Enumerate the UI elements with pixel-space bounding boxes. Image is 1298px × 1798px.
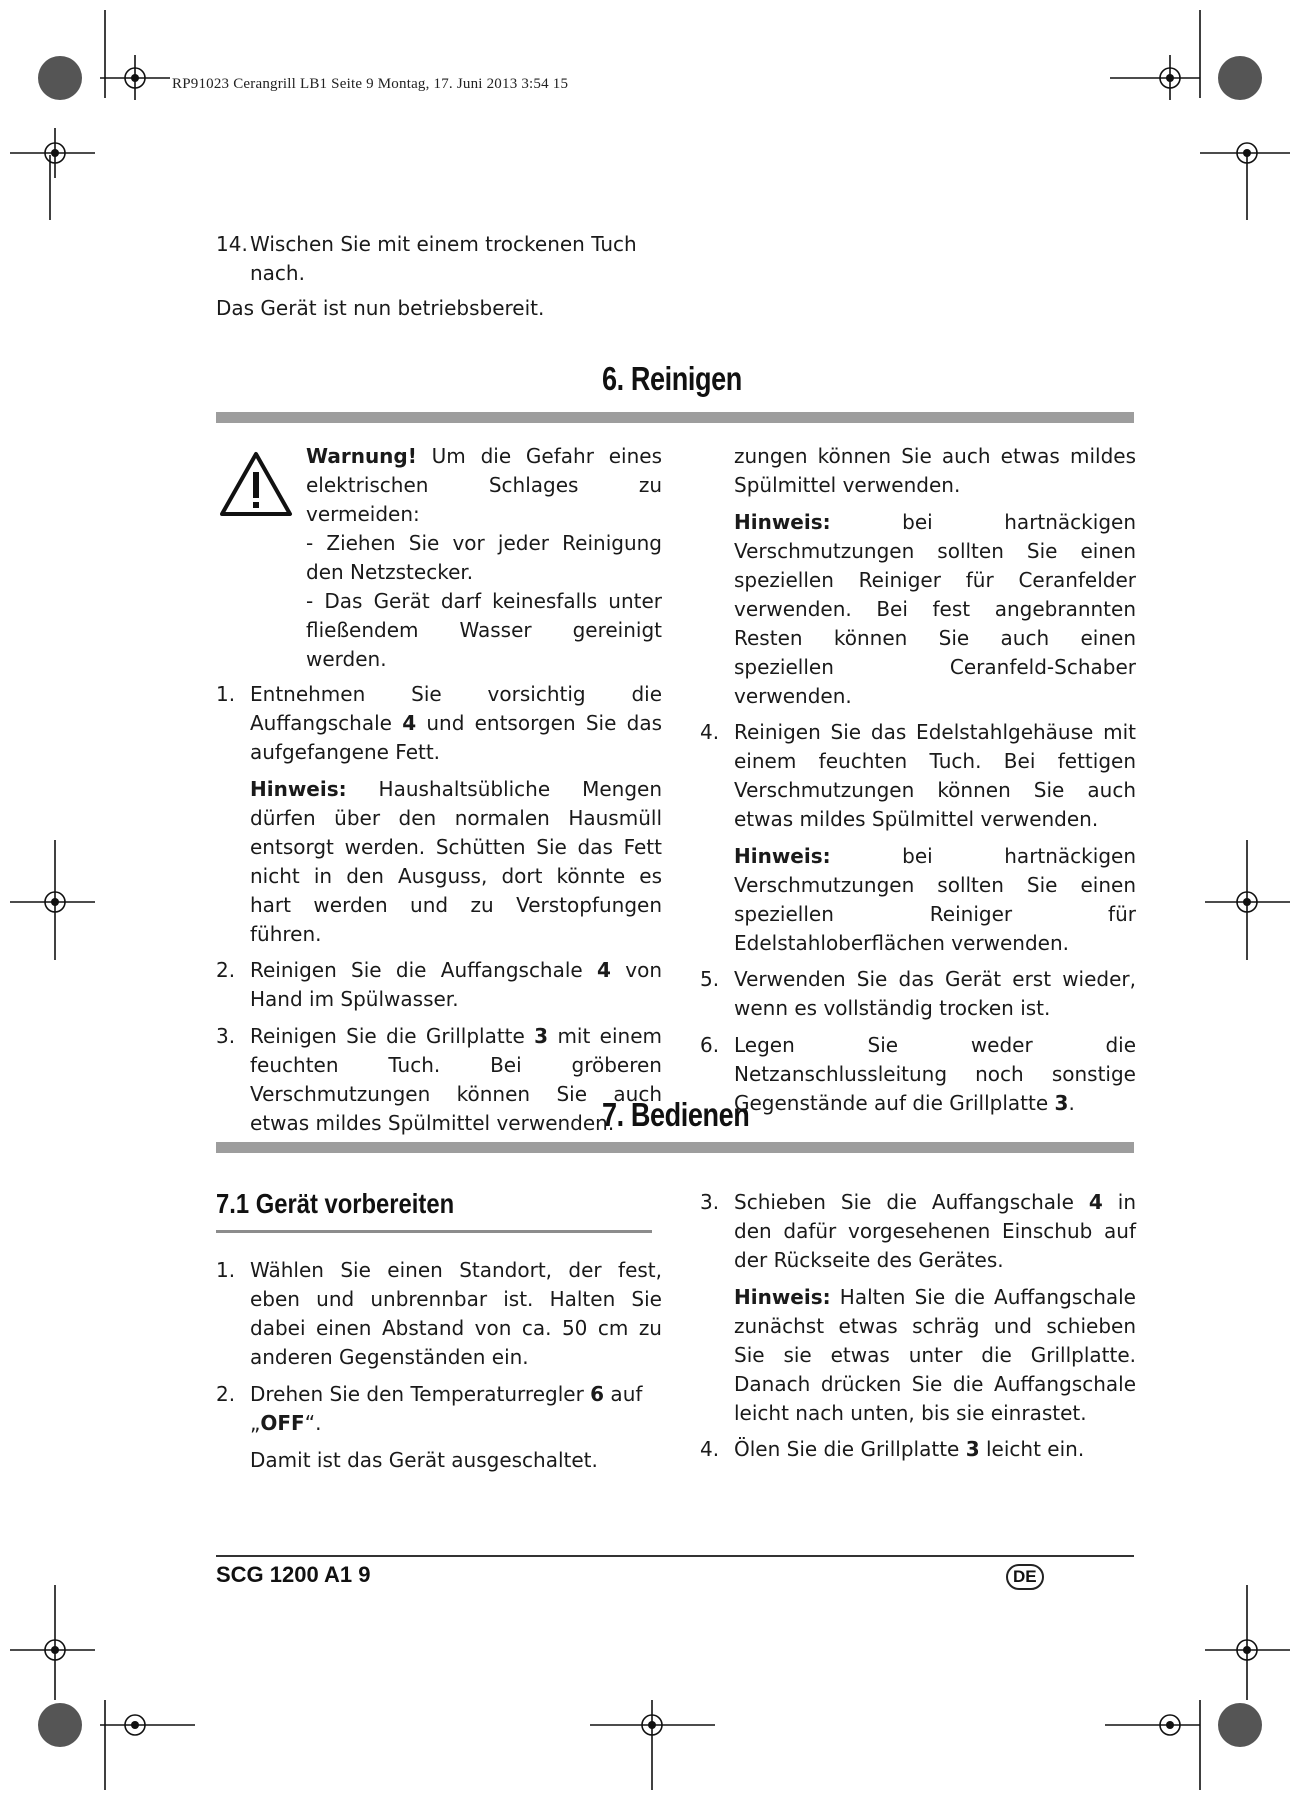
hint-label: Hinweis: — [734, 844, 831, 868]
list-text: Reinigen Sie das Edelstahlgehäuse mit einem feuchten Tuch. Bei fettigen Verschmutzungen können Sie auch etwas mildes Spülmittel verwenden. — [734, 720, 1136, 831]
list-item — [700, 1188, 1136, 1275]
reinigen-right-column — [700, 442, 1136, 1126]
list-text: Entnehmen Sie vorsichtig die Auffangschale 4 und entsorgen Sie das aufgefangene Fett. — [250, 682, 662, 764]
subsection-rule — [216, 1230, 652, 1233]
hint-paragraph: Hinweis: Haushaltsübliche Mengen dürfen über den normalen Hausmüll entsorgt werden. Schütten Sie das Fett nicht in den Ausguss, dort könnte es hart werden und zu Verstopfungen führen. — [250, 777, 662, 946]
list-text: Drehen Sie den Temperaturregler 6 auf „OFF“. — [250, 1382, 643, 1435]
continued-text: zungen können Sie auch etwas mildes Spülmittel verwenden. — [734, 444, 1136, 497]
hint-label: Hinweis: — [734, 1285, 831, 1309]
warning-text — [306, 442, 662, 529]
intro-block — [216, 230, 656, 330]
ready-note: Das Gerät ist nun betriebsbereit. — [216, 296, 545, 320]
list-item — [700, 718, 1136, 834]
list-text: Schieben Sie die Auffangschale 4 in den dafür vorgesehenen Einschub auf der Rückseite des Gerätes. — [734, 1190, 1136, 1272]
list-item — [700, 965, 1136, 1023]
list-item — [216, 1256, 662, 1372]
list-text: Legen Sie weder die Netzanschlussleitung noch sonstige Gegenstände auf die Grillplatte 3. — [734, 1033, 1136, 1115]
warning-block — [216, 442, 662, 674]
footer-rule — [216, 1555, 1134, 1557]
hint-paragraph: Hinweis: bei hartnäckigen Verschmutzungen sollten Sie einen speziellen Reiniger für Ceranfelder verwenden. Bei fest angebrannten Resten können Sie auch einen speziellen Ceranfeld-Schaber verwenden. — [734, 510, 1136, 708]
warning-body: Um die Gefahr eines elektrischen Schlages zu vermeiden: — [306, 444, 662, 526]
list-number: 5. — [700, 967, 720, 991]
list-number: 1. — [216, 1258, 236, 1282]
list-item — [216, 230, 656, 288]
step3-continuation — [700, 442, 1136, 500]
list-item — [700, 1435, 1136, 1464]
off-note: Damit ist das Gerät ausgeschaltet. — [250, 1448, 598, 1472]
list-item — [216, 1022, 662, 1135]
warning-bullet: - Ziehen Sie vor jeder Reinigung den Netzstecker. — [306, 531, 662, 584]
list-text: Verwenden Sie das Gerät erst wieder, wenn es vollständig trocken ist. — [734, 967, 1136, 1020]
warning-bullet: - Das Gerät darf keinesfalls unter fließendem Wasser gereinigt werden. — [306, 589, 662, 671]
list-number: 3. — [216, 1024, 236, 1048]
section-title-bedienen: 7. Bedienen — [602, 1096, 750, 1133]
hint-paragraph: Hinweis: Halten Sie die Auffangschale zunächst etwas schräg und schieben Sie sie etwas unter die Grillplatte. Danach drücken Sie die Auffangschale leicht nach unten, bis sie einrastet. — [734, 1285, 1136, 1425]
list-number: 2. — [216, 1382, 236, 1406]
language-badge: DE — [1006, 1564, 1044, 1590]
list-number: 4. — [700, 720, 720, 744]
section-title-reinigen: 6. Reinigen — [602, 360, 742, 397]
list-item — [216, 680, 662, 767]
subsection-title: 7.1 Gerät vorbereiten — [216, 1188, 455, 1219]
list-text: Reinigen Sie die Auffangschale 4 von Hand im Spülwasser. — [250, 958, 662, 1011]
list-text: Reinigen Sie die Grillplatte 3 mit einem feuchten Tuch. Bei gröberen Verschmutzungen können Sie auch etwas mildes Spülmittel verwenden. — [250, 1024, 662, 1135]
section-divider — [216, 1142, 1134, 1153]
list-number: 1. — [216, 682, 236, 706]
list-item — [216, 1380, 662, 1438]
list-text: Ölen Sie die Grillplatte 3 leicht ein. — [734, 1437, 1085, 1461]
bedienen-left-column — [216, 1256, 662, 1482]
list-number: 3. — [700, 1190, 720, 1214]
section-divider — [216, 412, 1134, 423]
list-number: 14. — [216, 232, 248, 256]
hint-label: Hinweis: — [734, 510, 831, 534]
reinigen-left-column — [216, 442, 662, 1135]
list-number: 6. — [700, 1033, 720, 1057]
print-slug: RP91023 Cerangrill LB1 Seite 9 Montag, 17. Juni 2013 3:54 15 — [172, 76, 569, 92]
hint-paragraph: Hinweis: bei hartnäckigen Verschmutzungen sollten Sie einen speziellen Reiniger für Edelstahloberflächen verwenden. — [734, 844, 1136, 955]
warning-label: Warnung! — [306, 444, 417, 468]
bedienen-right-column — [700, 1188, 1136, 1472]
footer-model: SCG 1200 A1 9 — [216, 1562, 371, 1587]
list-number: 4. — [700, 1437, 720, 1461]
list-item — [216, 956, 662, 1014]
list-text: Wählen Sie einen Standort, der fest, eben und unbrennbar ist. Halten Sie dabei einen Abstand von ca. 50 cm zu anderen Gegenständen ein. — [250, 1258, 662, 1369]
list-text: Wischen Sie mit einem trockenen Tuch nach. — [250, 232, 637, 285]
hint-label: Hinweis: — [250, 777, 347, 801]
list-number: 2. — [216, 958, 236, 982]
list-item — [700, 1031, 1136, 1118]
